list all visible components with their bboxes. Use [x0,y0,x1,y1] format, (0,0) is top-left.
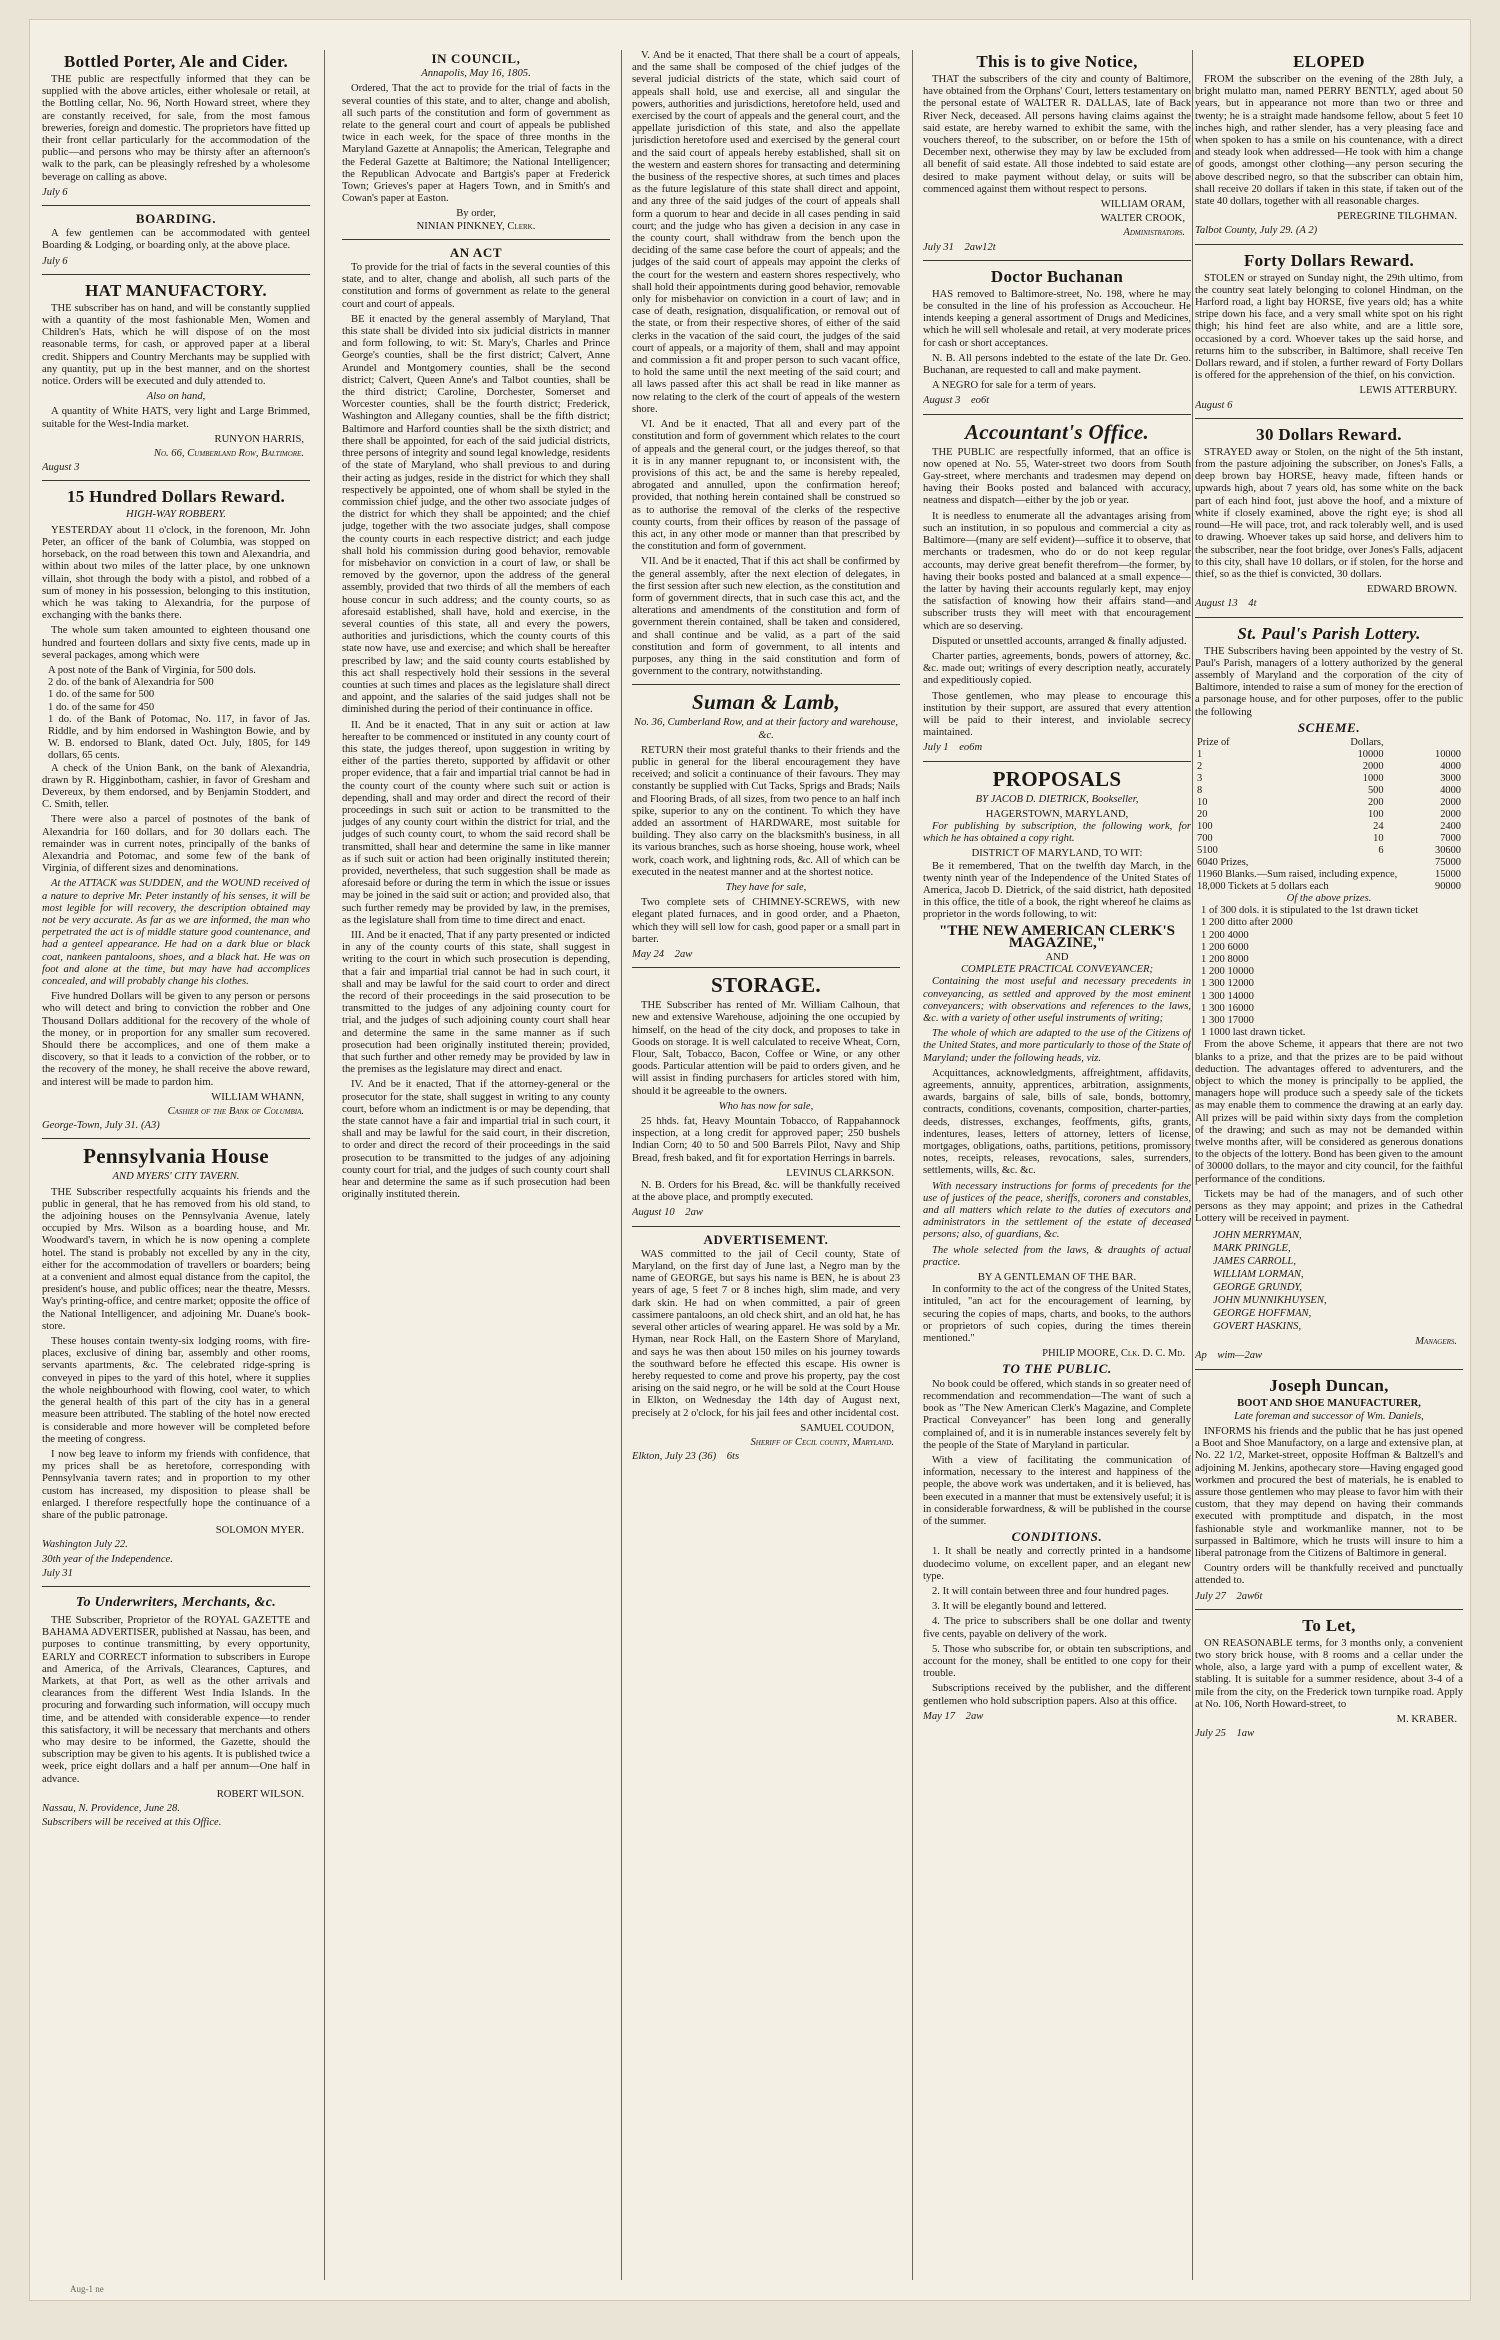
date-text: July 25 [1195,1728,1226,1740]
column-rule [912,50,913,2280]
ad-pennsylvania-house [42,1138,310,1580]
ad-to-let [1195,1609,1463,1741]
ad-boarding [42,205,310,268]
column-2 [342,50,610,2280]
ad-date [632,1207,900,1219]
scheme-totals [1195,857,1463,893]
ad-code: (A3) [140,1120,160,1132]
ad-date [632,1451,900,1463]
scheme-header [1195,737,1463,749]
table-cell: 1 [1197,748,1203,760]
ad-code: eo6m [959,742,983,754]
ad-code: 2aw [685,1207,703,1219]
managers-label: Managers. [1415,1336,1457,1348]
ad-body: RETURN their most grateful thanks to their friends and the public in general for the liberal encouragement they have received; and solicit a continuance of their favours. They may constantly be supplied with Cut Tacks, Sprigs and Brads; Nails and Flooring Brads, of all sizes, from two pence to an half inch spike, superior to any on the continent. To which they have added an assortment of HARDWARE, most suitable for building. They also carry on the blacksmith's business, in all its various branches, such as horse shoeing, house work, wheel work, coach work, and lightning rods, &c. All of which can be executed in the neatest manner and at the shortest notice. [632,744,900,878]
act-intro: To provide for the trial of facts in the several counties of this state, and to alter, change and abolish, all such parts of the constitution and forms of government as relate to the general court and court of appeals. [342,262,610,310]
date-text: July 31 [923,241,954,253]
ad-proposals [923,761,1191,1723]
book-title: "THE NEW AMERICAN CLERK'S MAGAZINE," [938,922,1175,951]
table-cell: 10 [1373,832,1384,844]
ad-bottled-porter [42,52,310,199]
ad-body: THE Subscriber has rented of Mr. William Calhoun, that new and extensive Warehouse, adjoining the one occupied by himself, on the head of the city dock, and proposes to take in Goods on storage. It is well calculated to receive Wheat, Corn, Flour, Salt, Tobacco, Bacon, Coffee or Wine, or any other goods. Particular attention will be paid to orders given, and he will assist in finding purchasers for articles stored with him, should it be agreeable to the owners. [632,1000,900,1097]
table-cell: 7000 [1440,832,1461,844]
ad-paragraph: Acquittances, acknowledgments, affreightment, affidavits, agreements, annuity, apprentices, arbitration, assignments, awards, bargains of sale, bills of sale, bonds, bottomry, contracts, conditions, covenants, composition, charter-parties, deeds, distresses, exchanges, feoffments, gifts, grants, indentures, leases, letters of attorney, letters of license, mortgages, obligations, oaths, partitions, petitions, promissory notes, receipts, releases, revocations, sales, surrenders, settlements, wills, &c. &c. [923,1067,1191,1177]
ad-date: July 6 [42,186,68,198]
date-text: Ap [1195,1350,1207,1362]
ad-paragraph: Five hundred Dollars will be given to any person or persons who will detect and bring to conviction the robber and One Thousand Dollars additional for the recovery of the whole of the money, or in proportion for any smaller sum recovered. Should there be accomplices, and one of them make a discovery, so that it leads to a conviction of the robber, or to the recovery of the money, he shall receive the above reward, and interest will be made to pardon him. [42,991,310,1088]
table-row [1195,869,1463,881]
council-title: IN COUNCIL, [431,51,521,66]
table-cell: 100 [1197,820,1213,832]
list-item: 1 300 16000 [1201,1002,1254,1014]
table-cell: 10 [1197,796,1208,808]
column-1 [42,50,310,2280]
ad-body-extra: 25 hhds. fat, Heavy Mountain Tobacco, of Rappahannock inspection, at a long credit for approved paper; 250 bushels Indian Corn; 40 to 50 and 500 Barrels Pilot, Navy and Ship Bread, fresh baked, and fit for exportation Herrings in barrels. [632,1116,900,1164]
ad-paragraph: Be it remembered, That on the twelfth day March, in the twenty ninth year of the Independence of the United States of America, Jacob D. Dietrick, of the said district, hath deposited in this office, the title of a book, the right whereof he claims as proprietor in the words following, to wit: [923,860,1191,921]
ad-extra: A NEGRO for sale for a term of years. [932,380,1096,392]
ad-body: STRAYED away or Stolen, on the night of the 5th instant, from the pasture adjoining the subscriber, on Jones's Falls, a deep brown bay HORSE, heavy made, fifteen hands or upwards high, about 7 years old, has some white on the back part of each hind foot, just above the hoof, and a mixture of white if closely examined, above the right eye; is shod all round—He will pace, trot, and rack tolerably well, and is used to drawing. Whoever takes up said horse, and delivers him to the subscriber, near the foot bridge, over Jones's Falls, adjacent to this city, shall have 10 dollars, or if stolen, for the horse and thief, so as the thief is convicted, 30 dollars. [1195,446,1463,580]
act-section: VII. And be it enacted, That if this act shall be confirmed by the general assembly, after the next election of delegates, in the first session after such new election, as the constitution and form of government directs, that in such case this act, and the alterations and amendments of the constitution and form of government therein contained, shall be taken and considered, and shall continue and be valid, as a part of the said constitution and form of government, to all intents and purposes, any thing in the said constitution and form of government to the contrary, notwithstanding. [632,556,900,678]
ad-code: 2aw12t [964,241,996,253]
act-section: BE it enacted by the general assembly of Maryland, That this state shall be divided into six judicial districts in manner and form following, to wit: St. Mary's, Charles and Prince George's counties, shall be the first district; Calvert, Anne Arundel and Montgomery counties, shall be the second district; Calvert, Queen Anne's and Talbot counties, shall be the third district; Caroline, Dorchester, Somerset and Worcester counties, shall be the fourth district; Frederick, Washington and Allegany counties, shall be the fifth district; Baltimore and Harford counties shall be the sixth district; and there shall be appointed, for each of the said judicial districts, three persons of integrity and sound legal knowledge, residents of the state of Maryland, who shall previous to and during their acting as judges, reside in the district for which they shall respectively be appointed, one of whom shall be styled in the commission chief judge, and the other two associate judges of the district for which they shall be appointed; and the chief judge, together with the two associate judges, shall compose the county courts in each respective district; and each judge shall hold his commission during good behavior, removable for misbehavior on conviction in a court of law, or shall be removed by the governor, upon the address of the general assembly, provided that two thirds of all the members of each house concur in such address; and the county courts, so as aforesaid established, shall have, hold and exercise, in the several counties of this state, all and every the powers, authorities and jurisdictions, which the county courts of this state now have, use and exercise; and which shall be hereafter prescribed by law; and the said county courts established by this act shall respectively hold their sessions in the several counties at such times and places as the legislature shall direct and appoint, and the salaries of the said judges shall not be diminished during the period of their continuance in office. [342,313,610,716]
ad-paragraph: I now beg leave to inform my friends with confidence, that my prices shall be as heretofore, corresponding with Pennsylvania tavern rates; and in proportion to my other custom has increased, my disposition to please shall be enlarged. I therefore respectfully hope the continuance of a share of the public patronage. [42,1448,310,1521]
ad-paragraph: Disputed or unsettled accounts, arranged & finally adjusted. [932,635,1187,647]
totals-value: 75000 [1435,856,1461,868]
ad-paragraph: Charter parties, agreements, bonds, powers of attorney, &c. &c. made out; writings of every description neatly, accurately and expeditiously copied. [923,650,1191,687]
totals-label: 18,000 Tickets at 5 dollars each [1197,880,1329,892]
ad-year: 30th year of the Independence. [42,1553,173,1565]
manager-name: GEORGE GRUNDY, [1213,1282,1303,1294]
ad-body: INFORMS his friends and the public that he has just opened a Boot and Shoe Manufactory, on a large and extensive plan, at No. 22 1/2, Market-street, opposite Hoffman & Baltzell's and adjoining M. Jenkins, apothecary store—Having engaged good workmen and procured the best of materials, he is enabled to assure those gentlemen who may please to favor him with their custom, that they may depend on having their commands executed with promptitude and dispatch, in the most fashionable style and workmanlike manner, not to be surpassed in Baltimore, which he trusts will insure to him a liberal patronage from the Citizens of Baltimore in general. [1195,1426,1463,1560]
ad-thirty-dollars [1195,418,1463,611]
ad-paragraph: With necessary instructions for forms of precedents for the use of justices of the peace, sheriffs, coroners and constables, and all matters which relate to the duties of executors and administrators in the settlement of the estate of deceased persons; also, of guardians, &c. [923,1180,1191,1241]
ad-body: ON REASONABLE terms, for 3 months only, a convenient two story brick house, with 8 rooms and a cellar under the whole, also, a large yard with a pump of excellent water, & stabling. It is suitable for a summer residence, about 3-4 of a mile from the city, on the Frederick town turnpike road. Apply at No. 106, North Howard-street, to [1195,1637,1463,1710]
footer-mark: Aug-1 ne [70,2284,104,2294]
ad-note: Subscribers will be received at this Office. [42,1817,222,1829]
ad-body-extra: A quantity of White HATS, very light and Large Brimmed, suitable for the West-India market. [42,406,310,430]
ad-body: THAT the subscribers of the city and county of Baltimore, have obtained from the Orphans' Court, letters testamentary on the personal estate of WALTER R. DALLAS, late of Back River Neck, deceased. All persons having claims against the said estate, are hereby warned to exhibit the same, with the vouchers thereof, to the subscriber, on or before the 15th of December next, otherwise they may by law be excluded from all benefit of said estate. All those indebted to said estate are desired to make payment without delay, or suits will be commenced against them without respect to persons. [923,74,1191,195]
table-cell: 2000 [1440,808,1461,820]
date-text: July 27 [1195,1590,1226,1602]
ad-title: PROPOSALS [992,766,1122,791]
table-cell: 30600 [1435,844,1461,856]
ad-paragraph: It is needless to enumerate all the advantages arising from such an institution, in so populous and commercial a city as Baltimore—(many are self evident)—suffice it to observe, that merchants or tradesmen, who do or do not keep regular accounts, may derive great benefit therefrom—the former, by having their books posted and balanced at a small expence—the latter by having their accounts regularly kept, may enjoy the satisfaction of knowing how their affairs stand—and subscriber trusts they will meet with that encouragement which are so deserving. [923,510,1191,632]
date-text: May 24 [632,949,665,961]
ad-paragraph: These houses contain twenty-six lodging rooms, with fire-places, exclusive of dining bar, assembly and other rooms, servants apartments, &c. The celebrated ridge-spring is conveyed in pipes to the yard of this hotel, where it supplies the whole neighbourhood with flowing, cool water, to which the general health of this part of the city has in a general measure been attributed. The stabling of the hotel now erected is considerable and more however will be completed before the meeting of congress. [42,1336,310,1445]
list-item: 1 300 12000 [1201,978,1254,990]
totals-label: 6040 Prizes, [1197,856,1249,868]
ad-suman-lamb [632,684,900,961]
ad-hat-manufactory [42,274,310,475]
column-4 [923,50,1191,2280]
ad-paragraph: From the above Scheme, it appears that there are not two blanks to a prize, and that the prizes are to be paid without deduction. The advantages offered to adventurers, and the object to which the money is principally to be applied, the managers hope will produce such a speedy sale of the tickets as may enable them to commence the drawing at an early day. All prizes will be paid within sixty days from the completion of the drawing; and such as may not be demanded within twelve months after, will be considered as generous donations to the objects of the lottery. Bond has been given to the amount of 30000 dollars, to the mayor and city council, for the faithful performance of the conditions. [1195,1039,1463,1185]
ad-paragraph: With a view of facilitating the communication of information, necessary to the interest and happiness of the people, the above work was undertaken, and it is believed, has been executed in a manner that must be extensively useful; it is in considerable forwardness, & will be published in the course of the summer. [923,1454,1191,1527]
table-cell: 2400 [1440,820,1461,832]
ad-signer: PEREGRINE TILGHMAN. [1337,211,1457,223]
ad-title: To Let, [1302,1615,1356,1635]
date-text: May 17 [923,1710,956,1722]
ad-paragraph: THE PUBLIC are respectfully informed, that an office is now opened at No. 55, Water-street two doors from South Gay-street, where merchants and tradesmen may depend on having their Books posted and balanced with accuracy, neatness and dispatch—either by the job or year. [923,446,1191,507]
list-item: 1 do. of the same for 500 [48,689,155,701]
ad-title: St. Paul's Parish Lottery. [1237,623,1421,643]
ad-accountant [923,414,1191,755]
column-5 [1195,50,1463,2280]
newspaper-page [30,20,1470,2300]
scheme-col-blank [1386,737,1463,749]
ad-signer: M. KRABER. [1396,1714,1457,1726]
scheme-col-prize: Prize of [1197,736,1230,748]
manager-name: JOHN MUNNIKHUYSEN, [1213,1295,1327,1307]
table-cell: 200 [1367,796,1384,808]
column-rule [1192,50,1193,2280]
ad-body: THE Subscribers having been appointed by the vestry of St. Paul's Parish, managers of a lottery authorized by the general assembly of Maryland and the corporation of the city of Baltimore, intended to raise a sum of money for the erection of a parsonage house, and for other purposes, offer to the public the following [1195,645,1463,718]
ad-title: 15 Hundred Dollars Reward. [66,487,286,507]
manager-name: MARK PRINGLE, [1213,1243,1291,1255]
table-row [1195,761,1463,773]
list-item: 1 200 6000 [1201,941,1249,953]
condition-item: 3. It will be elegantly bound and lettered. [932,1601,1107,1613]
act-section: VI. And be it enacted, That all and every part of the constitution and form of government which relates to the court of appeals and the general court, or the judges thereof, so that it is in any manner repugnant to, or inconsistent with, the provisions of this act, be and the same is hereby repealed, abrogated and annulled, upon the confirmation hereof; provided, that nothing herein contained shall be construed so as to authorise the removal of the clerks of the respective county courts, from their offices by reason of the passage of this act, in any other mode or manner than that prescribed by the constitution and form of government. [632,419,900,553]
table-cell: 10000 [1435,748,1461,760]
ad-signer: SAMUEL COUDON, [800,1422,894,1434]
ad-signer-title: Sheriff of Cecil county, Maryland. [750,1436,894,1448]
ad-subtitle: BOOT AND SHOE MANUFACTURER, [1237,1397,1421,1409]
ad-body: THE public are respectfully informed that they can be supplied with the above articles, either wholesale or retail, at the Bottling cellar, No. 96, North Howard street, where they are constantly received, for sale, from the most famous breweries, foreign and domestic. The proprietors have fitted up their front cellar particularly for the accommodation of the public—and persons who may be thirsty after an afternoon's walk to the park, can be pleasingly refreshed by a wholesome beverage on calling as above. [42,74,310,183]
ad-body: STOLEN or strayed on Sunday night, the 29th ultimo, from the country seat lately belonging to colonel Hindman, on the Harford road, a light bay HORSE, five years old; has a white stripe down his face, and a very small white spot on his right thigh; his hind feet are also white, and are a little sore, occasioned by a cord. Whoever takes up the said horse, and returns him to the subscriber, in Baltimore, shall receive Ten Dollars reward, and if stolen, a further reward of Forty Dollars is offered for the apprehension of the thief, on his conviction. [1195,272,1463,382]
date-text: July 1 [923,742,949,754]
ad-title: Suman & Lamb, [691,690,841,715]
ad-notice [923,52,1191,254]
ad-signer: SOLOMON MYER. [215,1525,304,1537]
list-item: 1 1000 last drawn ticket. [1201,1027,1306,1039]
ad-date [1195,225,1463,237]
ad-code: wim—2aw [1217,1350,1263,1362]
table-cell: 500 [1367,784,1384,796]
table-cell: 2000 [1440,796,1461,808]
table-row [1195,857,1463,869]
table-row [1195,833,1463,845]
council-date: Annapolis, May 16, 1805. [421,68,531,80]
ad-underwriters [42,1586,310,1829]
table-row [1195,797,1463,809]
list-item: 1 200 10000 [1201,966,1254,978]
table-row [1195,809,1463,821]
ad-paragraph: YESTERDAY about 11 o'clock, in the forenoon, Mr. John Peter, an officer of the bank of Columbia, was stopped on horseback, on the road between this town and Alexandria, and within about two miles of the latter place, by one unknown villain, shot through the body with a pistol, and robbed of a sum of money in his possession, belonging to this institution, which he was taking to Alexandria, for the purpose of exchanging with the banks there. [42,524,310,622]
table-cell: 4000 [1440,760,1461,772]
date-text: Talbot County, July 29. [1195,225,1294,237]
ad-body: THE subscriber has on hand, and will be constantly supplied with a quantity of the most fashionable Men, Women and Children's Hats, which he will dispose of on the most reasonable terms, for cash, or approved paper at a liberal credit. Shippers and Country Merchants may be supplied with any quantity, put up in the best manner, and on the shortest notice. Orders will be executed and duly attended to. [42,302,310,388]
date-text: August 3 [923,395,961,407]
ad-title: Pennsylvania House [83,1144,269,1169]
date-text: George-Town, July 31. [42,1120,139,1132]
ad-subhead: They have for sale, [725,882,807,893]
ad-subtitle-2: Late foreman and successor of Wm. Daniels, [1234,1410,1424,1422]
table-cell: 3000 [1440,772,1461,784]
ad-date [42,1120,310,1132]
ad-to-public: TO THE PUBLIC. [1002,1361,1112,1377]
table-row [1195,749,1463,761]
ad-date [1195,1591,1463,1603]
list-item: 1 200 ditto after 2000 [1201,917,1293,929]
ad-clerk: PHILIP MOORE, Clk. D. C. Md. [1042,1348,1185,1360]
act-section: IV. And be it enacted, That if the attorney-general or the prosecutor for the state, shall suggest in writing to any county court, before whom an indictment is or may be depending, that the state cannot have a fair and impartial trial in such court, it shall and may be lawful for the said court, in their discretion, to order and direct the record of their proceedings in the said prosecution to be transmitted to the judges of any adjoining county court for trial, and the judges of such county court shall hear and determine the same as if such prosecution had been originally instituted therein. [342,1079,610,1201]
ad-signer: WALTER CROOK, [1100,213,1185,225]
table-cell: 2 [1197,760,1203,772]
ad-subhead: Also on hand, [146,391,206,403]
ad-paragraph: No book could be offered, which stands in so greater need of recommendation and recommendation—The want of such a book as "The New American Clerk's Magazine, and Complete Practical Conveyancer" has been long and generally complained of, and it is in numerable instances severely felt by the people of the State of Maryland in particular. [923,1378,1191,1451]
ad-eloped [1195,52,1463,238]
ad-joseph-duncan [1195,1369,1463,1603]
ad-code: 2aw [674,949,693,961]
ad-note: Country orders will be thankfully received and punctually attended to. [1195,1563,1463,1587]
ad-title: ELOPED [1293,52,1365,71]
act-continued [632,50,900,678]
ad-date: August 6 [1195,399,1233,411]
table-cell: 10000 [1357,748,1384,760]
table-cell: 6 [1378,844,1384,856]
council-order [342,53,610,233]
table-cell: 2000 [1362,760,1384,772]
ad-subtitle: HIGH-WAY ROBBERY. [126,509,226,521]
table-row [1195,773,1463,785]
condition-item: 2. It will contain between three and four hundred pages. [932,1585,1169,1597]
ad-code: 1aw [1236,1728,1255,1740]
table-cell: 8 [1197,784,1203,796]
ad-title: Joseph Duncan, [1269,1375,1389,1395]
date-text: August 10 [632,1207,675,1219]
table-cell: 700 [1197,832,1213,844]
act-section: V. And be it enacted, That there shall be a court of appeals, and the same shall be composed of the chief judges of the several judicial districts of the state, which said court of appeals shall hold, use and exercise, all and singular the powers, authorities and jurisdictions, heretofore held, used and exercised by the court of appeals and the general court, and the appellate jurisdiction of this state, and also the appellate jurisdiction heretofore used and exercised by the general court and the said court of appeals hereby established, shall sit on the western and eastern shores for transacting and determining the business of the respective shores, at such times and places as the future legislature of this state shall direct and appoint, and any three of the said judges of the court of appeals shall form a quorum to hear and decide in all cases pending in said court; and the judge who has given a decision in any case in the county court, shall withdraw from the bench upon the deciding of the same case before the court of appeals; and the judges of the said court of appeals may appoint the clerks of the court for the western and eastern shores respectively, who shall hold their appointments during good behavior, removable only for misbehavior on conviction in a court of law; and in case of death, resignation, disqualification, or removal out of the state, or from their respective shores, of either of the said clerks in the vacation of the said court, the judges of the said court of appeals, or a majority of them, shall and may appoint and commission a fit and proper person to such vacant office, to hold the same until the next meeting of the said court; and all laws passed after this act shall be read in like manner as now relating to the clerk of the court of appeals of the western shore. [632,50,900,415]
ad-body-extra: Two complete sets of CHIMNEY-SCREWS, with new elegant plated furnaces, and in good order, and a Phaeton, which they will sell low for cash, good paper or a small part in barter. [632,897,900,945]
ad-robbery-reward [42,480,310,1132]
ad-code: 6ts [726,1451,740,1463]
ad-signer: EDWARD BROWN. [1366,584,1457,596]
ad-title: Accountant's Office. [964,419,1150,444]
table-row [1195,881,1463,893]
ad-signer-title: Cashier of the Bank of Columbia. [167,1106,304,1118]
list-item: 1 do. of the Bank of Potomac, No. 117, in favor of Jas. Riddle, and by him endorsed in Washington Bowie, and by W. B. endorsed to Blank, dated Oct. July, 1805, for 149 dollars, 65 cents. [48,713,310,762]
list-item: 1 200 4000 [1201,929,1249,941]
ad-code: 4t [1248,598,1257,610]
ad-place: Nassau, N. Providence, June 28. [42,1802,180,1814]
ad-body: HAS removed to Baltimore-street, No. 198, where he may be consulted in the line of his profession as Accoucheur. He intends keeping a general assortment of Drugs and Medicines, which he will sell wholesale and retail, at very moderate prices for cash or short acceptances. [923,288,1191,349]
ad-storage [632,967,900,1219]
ad-date [1195,1350,1463,1362]
totals-value: 15000 [1435,868,1461,880]
column-rule [324,50,325,2280]
ad-author: BY A GENTLEMAN OF THE BAR. [977,1272,1137,1284]
ad-address: No. 66, Cumberland Row, Baltimore. [153,448,304,460]
scheme-title: SCHEME. [1297,719,1361,735]
clerk-name: NINIAN PINKNEY, Clerk. [416,220,536,232]
ad-signer: WILLIAM WHANN, [211,1091,304,1103]
totals-value: 90000 [1435,880,1461,892]
ad-title: This is to give Notice, [976,52,1138,71]
ad-paragraph: There were also a parcel of postnotes of the bank of Alexandria for 160 dollars, and for 30 dollars each. The remainder was in current notes, principally of the banks of Alexandria and Potomac, and some few of the bank of Virginia, of different sizes and denominations. [42,814,310,875]
ad-doctor [923,260,1191,408]
table-cell: 1000 [1362,772,1384,784]
ad-title: Forty Dollars Reward. [1243,250,1415,270]
ad-body: A few gentlemen can be accommodated with genteel Boarding & Lodging, or boarding only, at the above place. [42,228,310,252]
ad-body: FROM the subscriber on the evening of the 28th July, a bright mulatto man, named PERRY BENTLY, aged about 50 years, but in appearance not more than two or three and twenty; he is a straight made handsome fellow, about 5 feet 10 inches high, and rather slender, has a very pleasing face and when spoken to has a smile on his countenance, with a direct and steady look when addressed—He took with him a change of goods, amongst other clothing—any person securing the above described negro, so that the subscriber can obtain him, shall receive 20 dollars if taken in this state, if taken out of the state 40 dollars, together with all reasonable charges. [1195,74,1463,208]
ad-by: BY JACOB D. DIETRICK, Bookseller, [975,793,1139,805]
ad-subtitle: No. 36, Cumberland Row, and at their factory and warehouse, &c. [634,717,898,741]
ad-subtitle: AND MYERS' CITY TAVERN. [112,1171,240,1183]
ad-title: BOARDING. [135,211,217,227]
ad-district: DISTRICT OF MARYLAND, TO WIT: [971,848,1143,860]
ad-committed-jail [632,1226,900,1464]
ad-title: 30 Dollars Reward. [1256,424,1402,444]
ad-paragraph: At the ATTACK was SUDDEN, and the WOUND received of a nature to deprive Mr. Peter instantly of his senses, it will be most legible for will recovery, the description obtained may not be very accurate. As far as we are informed, the man who perpetrated the act is of middle stature good countenance, and had a genteel appearance. He had on a dark blue or black coat, nankeen pantaloons, shoes, and a black hat. He was on foot and alone at the time, but may have had accomplices concealed, and will probably change his clothes. [42,878,310,987]
ad-place: Washington July 22. [42,1539,128,1551]
ad-date [923,1711,1191,1723]
list-item: 2 do. of the bank of Alexandria for 500 [48,677,214,689]
act-text [342,239,610,1202]
ad-paragraph: THE Subscriber respectfully acquaints his friends and the public in general, that he has removed from his old stand, to the adjoining houses on the Pennsylvania Avenue, lately occupied by Mrs. Wilson as a boarding house, and Mr. Woodward's tavern, in which he is now opening a complete hotel. The stand is probably not excelled by any in the city, either for the accommodation of travellers or boarders; being at a convenient and almost equal distance from the capitol, the president's house, and public offices; near the theatre, Messrs. Way's printing-office, and centre market; opposite the office of the National Intelligencer, and adjoining Mr. Duane's book-store. [42,1186,310,1332]
ad-title: HAT MANUFACTORY. [85,280,267,300]
ad-date [923,242,1191,254]
ad-title: STORAGE. [711,973,821,998]
condition-item: 5. Those who subscribe for, or obtain ten subscriptions, and account for the money, shall be entitled to one copy for their trouble. [923,1643,1191,1680]
act-section: III. And be it enacted, That if any party presented or indicted in any of the county courts of this state, shall suggest in writing to the court in which such prosecution is depending, that a fair and impartial trial cannot be had in such court, it shall and may be lawful for the said court to order and direct the record of their proceedings in the said prosecution to be transmitted to the judges of any adjoining county court for trial, and the judges of such adjoining county court shall hear and determine the same in the same manner as if such prosecution had been originally instituted therein; provided, that such further and other remedy may be provided by law in the premises as the legislature may direct and enact. [342,930,610,1076]
ad-signer: LEVINUS CLARKSON. [786,1167,894,1179]
list-item: 1 300 14000 [1201,990,1254,1002]
ad-date [923,395,1191,407]
book-subtitle: COMPLETE PRACTICAL CONVEYANCER; [960,964,1154,976]
condition-item: 4. The price to subscribers shall be one dollar and twenty five cents, payable on delivery of the work. [923,1616,1191,1640]
list-item: 1 of 300 dols. it is stipulated to the 1st drawn ticket [1201,905,1419,917]
ad-intro: For publishing by subscription, the following work, for which he has obtained a copy right. [923,820,1191,845]
ad-paragraph: A check of the Union Bank, on the bank of Alexandria, drawn by R. Higginbotham, cashier, in favor of Gresham and Devereux, by them endorsed, and by Benjamin Stoddert, and C. Smith, teller. [42,762,310,811]
sub-rows [1195,905,1463,1039]
ad-title: To Underwriters, Merchants, &c. [75,1594,277,1610]
table-row [1195,821,1463,833]
table-row [1195,845,1463,857]
ad-signer: WILLIAM ORAM, [1100,199,1185,211]
table-row [1195,785,1463,797]
condition-item: 1. It shall be neatly and correctly printed in a handsome duodecimo volume, on excellent paper, and an elegant new type. [923,1546,1191,1582]
ad-forty-dollars [1195,244,1463,412]
ad-date [632,949,900,961]
ad-paragraph: Those gentlemen, who may please to encourage this institution by their support, are assured that every attention will be paid to their interest, and inviolable secrecy maintained. [923,690,1191,739]
date-text: August 13 [1195,598,1238,610]
by-order: By order, [456,208,496,220]
scheme-table [1195,737,1463,857]
ad-paragraph: In conformity to the act of the congress of the United States, intituled, "an act for the encouragement of learning, by securing the copies of maps, charts, and books, to the authors or proprietors of such copies, during the times therein mentioned." [923,1284,1191,1345]
ad-title: Doctor Buchanan [990,266,1124,286]
ad-date: July 6 [42,255,68,267]
ad-code: (A 2) [1295,225,1318,237]
ad-paragraph: Tickets may be had of the managers, and of such other persons as they may appoint; and prizes in the Cathedral Lottery will be received in payment. [1195,1188,1463,1225]
list-item: 1 do. of the same for 450 [48,701,155,713]
ad-date [1195,598,1463,610]
manager-name: WILLIAM LORMAN, [1213,1269,1304,1281]
totals-label: 11960 Blanks.—Sum raised, including expence, [1197,868,1398,880]
table-cell: 5100 [1197,844,1218,856]
table-cell: 24 [1373,820,1384,832]
ad-code: eo6t [970,395,990,407]
ad-place: HAGERSTOWN, MARYLAND, [985,808,1129,820]
table-cell: 20 [1197,808,1208,820]
ad-lottery [1195,617,1463,1363]
ad-note: Subscriptions received by the publisher, and the different gentlemen who hold subscription papers. Also at this office. [923,1683,1191,1707]
manager-name: GEORGE HOFFMAN, [1213,1308,1312,1320]
managers-list [1213,1229,1463,1348]
ad-paragraph: Containing the most useful and necessary precedents in conveyancing, as settled and approved by the most eminent conveyancers; with observations and references to the laws, &c. with a variety of other useful instruments of writing; [923,976,1191,1024]
table-cell: 100 [1367,808,1384,820]
conditions-head: CONDITIONS. [1011,1529,1103,1545]
council-body: Ordered, That the act to provide for the trial of facts in the several counties of this state, and to alter, change and abolish, all such parts of the constitution and form of government as relate to the general court and court of appeals be published twice in each week, for the space of three months in the Maryland Gazette at Annapolis; the American, Telegraphe and the Federal Gazette at Baltimore; the National Intelligencer; the Republican Advocate and Bartgis's paper at Frederick Town; Grieves's paper at Hagers Town, and in Smith's and Cowan's paper at Easton. [342,83,610,205]
ad-title: Bottled Porter, Ale and Cider. [63,52,288,71]
scheme-body [1195,737,1463,857]
ad-body: THE Subscriber, Proprietor of the ROYAL GAZETTE and BAHAMA ADVERTISER, published at Nassau, has been, and purposes to continue transmitting, by every opportunity, EARLY and CORRECT information to subscribers in Europe and America, of the Arrivals, Clearances, Captures, and Markets, at that Port, as well as the other arrivals and clearances from the different West India Islands. In the procuring and forwarding such information, will occupy much time, and be attended with considerable expence—to render this satisfactory, it will be necessary that merchants and others who may desire to be informed, the Gazette, should the subscription may be given to his agents. It is published twice a week, price eight dollars and a half per annum—One half in advance. [42,1614,310,1785]
list-item: 1 200 8000 [1201,953,1249,965]
ad-paragraph: The whole selected from the laws, & draughts of actual practice. [923,1244,1191,1268]
ad-subhead: Who has now for sale, [718,1100,814,1112]
date-text: Elkton, July 23 (36) [632,1451,717,1463]
scheme-col-dollars: Dollars, [1350,736,1384,748]
sub-head: Of the above prizes. [1286,892,1372,904]
ad-signer: ROBERT WILSON. [216,1788,304,1800]
act-title: AN ACT [449,244,503,260]
ad-signer: LEWIS ATTERBURY. [1359,385,1457,397]
ad-code: 2aw6t [1236,1590,1263,1602]
act-section: II. And be it enacted, That in any suit or action at law hereafter to be commenced or instituted in any county court of this state, the judges thereof, upon suggestion in writing by either of the parties thereto, supported by affidavit or other proper evidence, that a fair and impartial trial cannot be had in the county court of the county where such suit or action is depending, shall and may order and direct the record of their proceedings in such suit or action to be transmitted to the judges of any county court within the district for trial, and the judges of such county court, to whom the said record shall be transmitted, shall hear and determine the same in like manner as if such suit or action had been originally instituted therein; provided, nevertheless, that such suggestion shall be made as aforesaid before or during the term in which the issue or issues may be joined in the said suit or action; and provided also, that such further remedy may be provided by law, in the premises, as the legislature shall from time to time direct and enact. [342,719,610,926]
ad-signer-role: Administrators. [1123,227,1185,239]
ad-code: 2aw [965,1710,984,1722]
ad-title: ADVERTISEMENT. [703,1231,829,1247]
ad-note: N. B. Orders for his Bread, &c. will be thankfully received at the above place, and promptly executed. [632,1180,900,1204]
column-rule [621,50,622,2280]
ad-date [1195,1728,1463,1740]
table-cell: 4000 [1440,784,1461,796]
book-and: AND [1045,951,1069,963]
ad-date [923,742,1191,754]
manager-name: JOHN MERRYMAN, [1213,1230,1302,1242]
table-cell: 3 [1197,772,1203,784]
list-item: 1 300 17000 [1201,1014,1254,1026]
manager-name: GOVERT HASKINS, [1213,1321,1302,1333]
column-3 [632,50,900,2280]
ad-signer: RUNYON HARRIS, [214,433,304,445]
ad-paragraph: The whole sum taken amounted to eighteen thousand one hundred and fourteen dollars and sixty five cents, made up in several packages, among which were [42,625,310,661]
ad-note: N. B. All persons indebted to the estate of the late Dr. Geo. Buchanan, are requested to call and make payment. [923,352,1191,377]
ad-date: July 31 [42,1567,73,1579]
ad-paragraph: The whole of which are adapted to the use of the Citizens of the United States, and more particularly to those of the State of Maryland; under the following heads, viz. [923,1028,1191,1064]
manager-name: JAMES CARROLL, [1213,1256,1296,1268]
ad-body: WAS committed to the jail of Cecil county, State of Maryland, on the first day of June last, a Negro man by the name of GEORGE, but says his name is BEN, he is about 23 years of age, 5 feet 7 or 8 inches high, slim made, and very dark skin. He had on when committed, a pair of green cassimere pantaloons, an old check shirt, and an old hat, he has several other articles of wearing apparel. He was sold by a Mr. Hyman, near Rock Hall, on the Eastern Shore of Maryland, and says he was then about 150 miles on his journey towards the southward before he effected this escape. His owner is hereby requested to come and prove his property, pay the cost arising on the said negro, or he will be sold at the Court House in Elkton, on Wednesday the 14th day of August next, precisely at 2 o'clock, for his jail fees and other incidental cost. [632,1248,900,1419]
list-item: A post note of the Bank of Virginia, for 500 dols. [48,664,256,676]
ad-date: August 3 [42,462,80,474]
